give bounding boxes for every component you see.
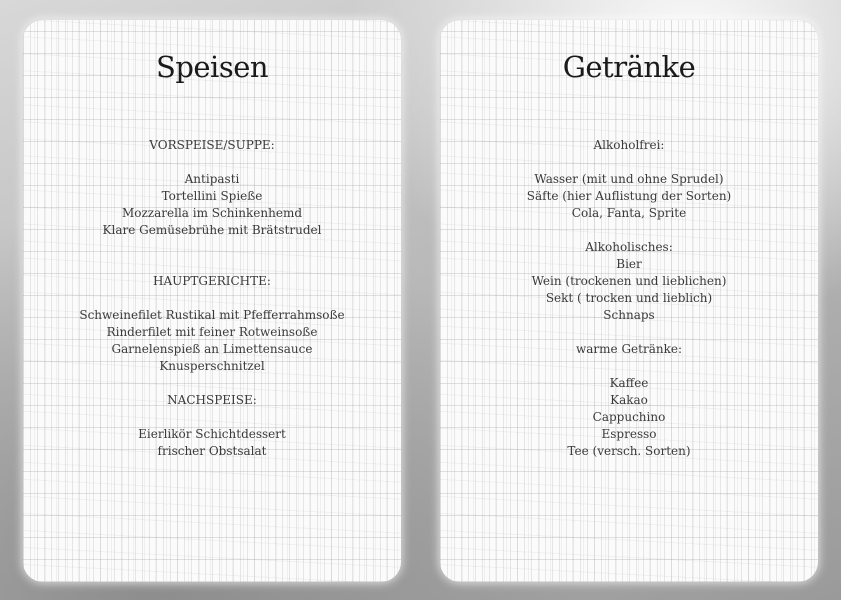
starter-item: Antipasti [184, 172, 240, 186]
hot-drink-item: Tee (versch. Sorten) [567, 444, 691, 458]
alcoholic-item: Wein (trockenen und lieblichen) [531, 274, 727, 288]
main-course-item: Knusperschnitzel [159, 359, 265, 373]
non-alcoholic-item: Cola, Fanta, Sprite [571, 206, 687, 220]
non-alcoholic-item: Säfte (hier Auflistung der Sorten) [526, 189, 732, 203]
hot-drink-item: Cappuchino [592, 410, 666, 424]
dessert-heading: NACHSPEISE: [167, 393, 257, 407]
alcoholic-item: Bier [616, 257, 642, 271]
main-course-item: Garnelenspieß an Limettensauce [111, 342, 313, 356]
drinks-menu-card [440, 20, 818, 582]
main-course-heading: HAUPTGERICHTE: [153, 274, 271, 288]
starter-item: Mozzarella im Schinkenhemd [121, 206, 303, 220]
hot-drink-item: Kakao [610, 393, 648, 407]
starter-heading: VORSPEISE/SUPPE: [149, 138, 275, 152]
alcoholic-item: Sekt ( trocken und lieblich) [545, 291, 713, 305]
food-menu-card [23, 20, 401, 582]
alcoholic-heading: Alkoholisches: [585, 240, 673, 254]
non-alcoholic-item: Wasser (mit und ohne Sprudel) [534, 172, 724, 186]
main-course-item: Rinderfilet mit feiner Rotweinsoße [106, 325, 318, 339]
starter-item: Klare Gemüsebrühe mit Brätstrudel [102, 223, 322, 237]
food-menu-body [23, 137, 401, 460]
alcoholic-item: Schnaps [603, 308, 655, 322]
food-menu-title: Speisen [155, 50, 269, 84]
dessert-item: frischer Obstsalat [157, 444, 267, 458]
hot-drink-item: Espresso [601, 427, 657, 441]
hot-drinks-heading: warme Getränke: [575, 342, 682, 356]
starter-item: Tortellini Spieße [161, 189, 263, 203]
dessert-item: Eierlikör Schichtdessert [138, 427, 286, 441]
drinks-menu-title: Getränke [562, 50, 696, 84]
main-course-item: Schweinefilet Rustikal mit Pfefferrahmsoße [79, 308, 345, 322]
non-alcoholic-heading: Alkoholfrei: [593, 138, 665, 152]
drinks-menu-body [440, 137, 818, 460]
hot-drink-item: Kaffee [609, 376, 649, 390]
